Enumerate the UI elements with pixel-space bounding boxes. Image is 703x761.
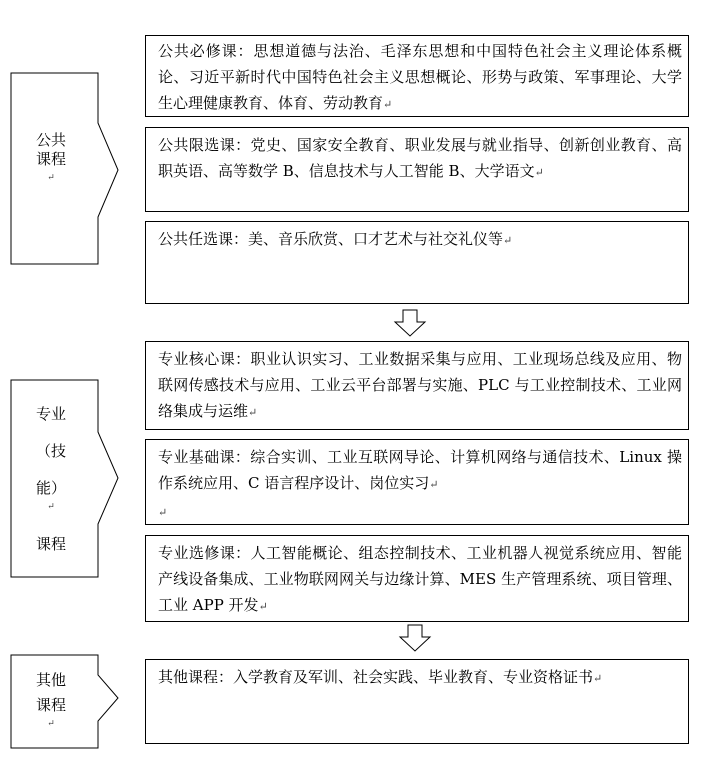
box-label: 专业选修课： [158, 544, 251, 562]
box-text: 美、音乐欣赏、口才艺术与社交礼仪等 [248, 230, 504, 248]
category-label-other [36, 671, 66, 734]
category-label-line: 课程 ↵ [36, 150, 66, 188]
paragraph-mark-icon: ↵ [503, 234, 513, 247]
paragraph-mark-icon: ↵ [534, 166, 544, 179]
category-label-line: 能） ↵ [36, 479, 66, 517]
content-box-major-elective [158, 540, 682, 620]
paragraph-mark-icon: ↵ [258, 600, 268, 613]
box-label: 专业核心课： [158, 350, 251, 368]
down-arrow-icon [400, 625, 430, 651]
content-box-major-basic [158, 444, 682, 526]
box-label: 公共限选课： [158, 136, 251, 154]
paragraph-mark-icon: ↵ [383, 98, 393, 111]
box-label: 专业基础课： [158, 448, 251, 466]
category-label-line: 课程 [36, 535, 67, 553]
paragraph-mark-icon: ↵ [47, 502, 55, 512]
paragraph-mark-icon: ↵ [593, 672, 603, 685]
category-label-line: 专业 [36, 405, 67, 423]
category-label-line: （技 [36, 442, 67, 460]
category-label-major [36, 405, 66, 554]
content-box-public-required [158, 38, 682, 118]
paragraph-mark-icon: ↵ [248, 406, 258, 419]
box-label: 公共任选课： [158, 230, 249, 248]
paragraph-mark-icon: ↵ [429, 478, 439, 491]
box-label: 公共必修课： [158, 42, 254, 60]
category-label-line: 其他 [36, 671, 67, 689]
category-label-line: 课程 ↵ [36, 696, 66, 734]
content-box-public-elective [158, 226, 682, 254]
paragraph-mark-icon: ↵ [158, 506, 168, 519]
box-text: 党史、国家安全教育、职业发展与就业指导、创新创业教育、高职英语、高等数学 B、信息技术与人工智能 B、大学语文 [158, 136, 682, 180]
content-box-other [158, 664, 682, 692]
box-text: 思想道德与法治、毛泽东思想和中国特色社会主义理论体系概论、习近平新时代中国特色社会主义思想概论、形势与政策、军事理论、大学生心理健康教育、体育、劳动教育 [158, 42, 682, 112]
paragraph-mark-icon: ↵ [47, 719, 55, 729]
down-arrow-icon [395, 310, 425, 336]
category-label-public [36, 131, 66, 188]
box-text: 入学教育及军训、社会实践、毕业教育、专业资格证书 [233, 668, 594, 686]
content-box-public-limited [158, 132, 682, 186]
paragraph-mark-icon: ↵ [47, 173, 55, 183]
box-text: 职业认识实习、工业数据采集与应用、工业现场总线及应用、物联网传感技术与应用、工业云平台部署与实施、PLC 与工业控制技术、工业网络集成与运维 [158, 350, 682, 420]
box-label: 其他课程： [158, 668, 234, 686]
box-text: 综合实训、工业互联网导论、计算机网络与通信技术、Linux 操作系统应用、C 语言程序设计、岗位实习 [158, 448, 682, 492]
box-text: 人工智能概论、组态控制技术、工业机器人视觉系统应用、智能产线设备集成、工业物联网网关与边缘计算、MES 生产管理系统、项目管理、工业 APP 开发 [158, 544, 682, 614]
category-label-line: 公共 [36, 131, 67, 149]
content-box-major-core [158, 346, 682, 426]
